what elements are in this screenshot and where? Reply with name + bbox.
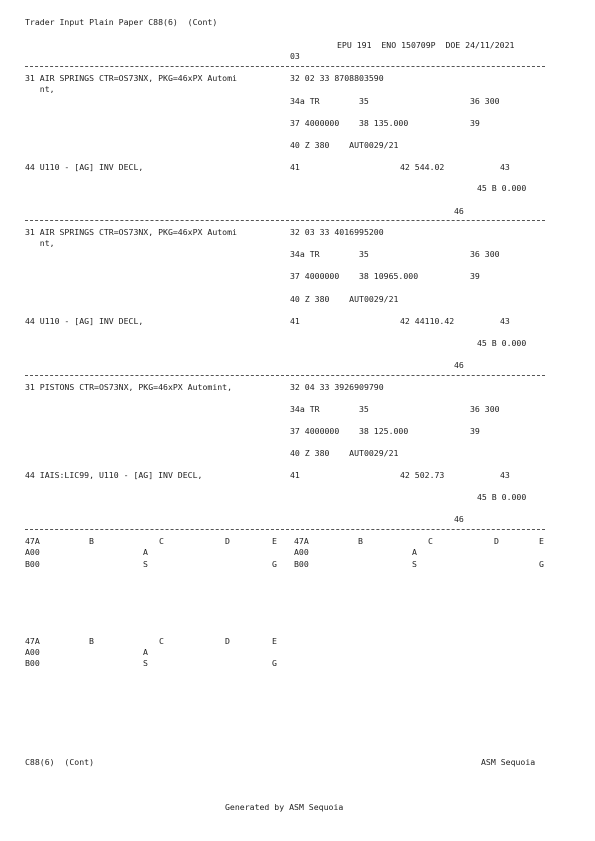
box47-row1-code: A00: [25, 547, 40, 557]
item-description: 31 AIR SPRINGS CTR=OS73NX, PKG=46xPX Automi: [25, 227, 237, 237]
box-32: 32 03 33 4016995200: [290, 227, 384, 237]
box47-col-e: E: [272, 636, 277, 646]
page-number: 03: [290, 51, 300, 61]
box-42: 42 502.73: [400, 470, 445, 480]
box-41: 41: [290, 470, 300, 480]
box47-col-d: D: [225, 536, 230, 546]
box47-row2-code: B00: [294, 559, 309, 569]
box-37: 37 4000000: [290, 426, 340, 436]
box-45: 45 B 0.000: [477, 338, 527, 348]
box47-row1-code: A00: [25, 647, 40, 657]
box-42: 42 544.02: [400, 162, 445, 172]
box47-row2-value: S: [412, 559, 417, 569]
box47-col-c: C: [428, 536, 433, 546]
box47-row1-value: A: [412, 547, 417, 557]
box-45: 45 B 0.000: [477, 183, 527, 193]
box-43: 43: [500, 470, 510, 480]
box47-col-c: C: [159, 536, 164, 546]
box47-col-a: 47A: [25, 636, 40, 646]
box47-col-d: D: [494, 536, 499, 546]
item-divider: [25, 375, 545, 376]
box-43: 43: [500, 316, 510, 326]
box-46: 46: [454, 514, 464, 524]
box-44: 44 U110 - [AG] INV DECL,: [25, 162, 144, 172]
box-36: 36 300: [470, 404, 500, 414]
item-divider: [25, 220, 545, 221]
box-44: 44 U110 - [AG] INV DECL,: [25, 316, 144, 326]
box47-row2-value: S: [143, 658, 148, 668]
item-description: 31 AIR SPRINGS CTR=OS73NX, PKG=46xPX Automi: [25, 73, 237, 83]
footer-left: C88(6) (Cont): [25, 757, 95, 767]
box-44: 44 IAIS:LIC99, U110 - [AG] INV DECL,: [25, 470, 203, 480]
box-38: 38 125.000: [359, 426, 409, 436]
box47-row1-code: A00: [294, 547, 309, 557]
item-description-cont: nt,: [25, 238, 55, 248]
box-32: 32 04 33 3926909790: [290, 382, 384, 392]
item-divider: [25, 66, 545, 67]
box-34a: 34a TR: [290, 96, 320, 106]
box-35: 35: [359, 96, 369, 106]
box-38: 38 10965.000: [359, 271, 419, 281]
box47-col-b: B: [89, 536, 94, 546]
document-title: Trader Input Plain Paper C88(6) (Cont): [25, 17, 218, 27]
box47-col-b: B: [358, 536, 363, 546]
box47-col-e: E: [539, 536, 544, 546]
generated-by: Generated by ASM Sequoia: [225, 802, 344, 812]
box47-col-a: 47A: [25, 536, 40, 546]
box47-row2-value: S: [143, 559, 148, 569]
box-39: 39: [470, 118, 480, 128]
box47-row2-flag: G: [539, 559, 544, 569]
box47-row1-value: A: [143, 647, 148, 657]
box-41: 41: [290, 316, 300, 326]
box47-col-a: 47A: [294, 536, 309, 546]
box-46: 46: [454, 206, 464, 216]
box-37: 37 4000000: [290, 271, 340, 281]
box-39: 39: [470, 271, 480, 281]
footer-right: ASM Sequoia: [481, 757, 536, 767]
box-43: 43: [500, 162, 510, 172]
box47-col-e: E: [272, 536, 277, 546]
header-meta: EPU 191 ENO 150709P DOE 24/11/2021: [337, 40, 515, 50]
box-45: 45 B 0.000: [477, 492, 527, 502]
box-36: 36 300: [470, 249, 500, 259]
box-34a: 34a TR: [290, 404, 320, 414]
box47-row2-code: B00: [25, 658, 40, 668]
box-41: 41: [290, 162, 300, 172]
box-40: 40 Z 380 AUT0029/21: [290, 140, 399, 150]
item-description: 31 PISTONS CTR=OS73NX, PKG=46xPX Automint,: [25, 382, 233, 392]
box-40: 40 Z 380 AUT0029/21: [290, 448, 399, 458]
box47-divider: [25, 529, 545, 530]
box-38: 38 135.000: [359, 118, 409, 128]
item-description-cont: nt,: [25, 84, 55, 94]
box47-row1-value: A: [143, 547, 148, 557]
box47-row2-flag: G: [272, 559, 277, 569]
box47-col-d: D: [225, 636, 230, 646]
box-37: 37 4000000: [290, 118, 340, 128]
box-32: 32 02 33 8708803590: [290, 73, 384, 83]
box-36: 36 300: [470, 96, 500, 106]
box47-col-c: C: [159, 636, 164, 646]
box-42: 42 44110.42: [400, 316, 455, 326]
box47-row2-code: B00: [25, 559, 40, 569]
box47-row2-flag: G: [272, 658, 277, 668]
box-35: 35: [359, 249, 369, 259]
box-39: 39: [470, 426, 480, 436]
box-46: 46: [454, 360, 464, 370]
box-35: 35: [359, 404, 369, 414]
box-40: 40 Z 380 AUT0029/21: [290, 294, 399, 304]
box47-col-b: B: [89, 636, 94, 646]
box-34a: 34a TR: [290, 249, 320, 259]
